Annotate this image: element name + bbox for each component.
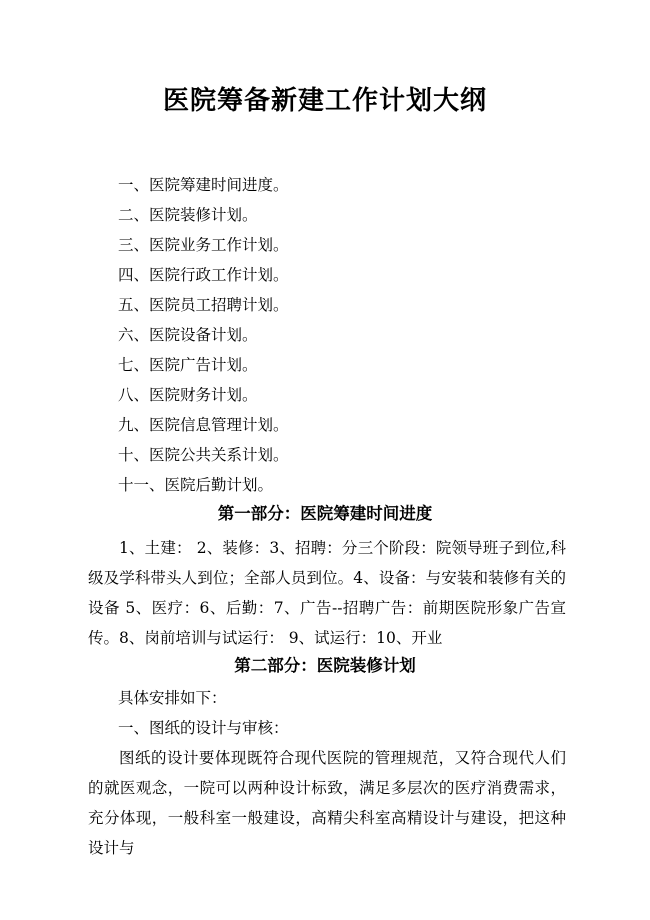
part2-heading: 第二部分：医院装修计划 [234,656,416,675]
outline-item: 八、医院财务计划。 [118,386,258,404]
part1-heading: 第一部分：医院筹建时间进度 [217,504,433,523]
outline-item: 六、医院设备计划。 [118,326,258,344]
part2-subheading: 一、图纸的设计与审核： [118,719,289,737]
document-title: 医院筹备新建工作计划大纲 [162,86,487,116]
outline-item: 二、医院装修计划。 [118,206,258,224]
outline-item: 十、医院公共关系计划。 [118,446,289,464]
outline-item: 四、医院行政工作计划。 [118,266,289,284]
outline-item: 三、医院业务工作计划。 [118,236,289,254]
part1-body: 1、土建： 2、装修：3、招聘：分三个阶段：院领导班子到位,科级及学科带头人到位；全部人员到位。4、设备：与安装和装修有关的设备 5、医疗：6、后勤：7、广告--招聘广告：前期医院形象广告宣传。8、岗前培训与试运行： 9、试运行：10、开业 [88,539,566,647]
outline-item: 十一、医院后勤计划。 [118,476,274,494]
outline-item: 九、医院信息管理计划。 [118,416,289,434]
outline-item: 五、医院员工招聘计划。 [118,296,289,314]
part2-body: 图纸的设计要体现既符合现代医院的管理规范，又符合现代人们的就医观念，一院可以两种设计标致，满足多层次的医疗消费需求，充分体现，一般科室一般建设，高精尖科室高精设计与建设，把这种设计与 [88,749,566,857]
outline-list [118,170,289,500]
part2-intro: 具体安排如下： [118,689,227,707]
outline-item: 七、医院广告计划。 [118,356,258,374]
outline-item: 一、医院筹建时间进度。 [118,176,289,194]
